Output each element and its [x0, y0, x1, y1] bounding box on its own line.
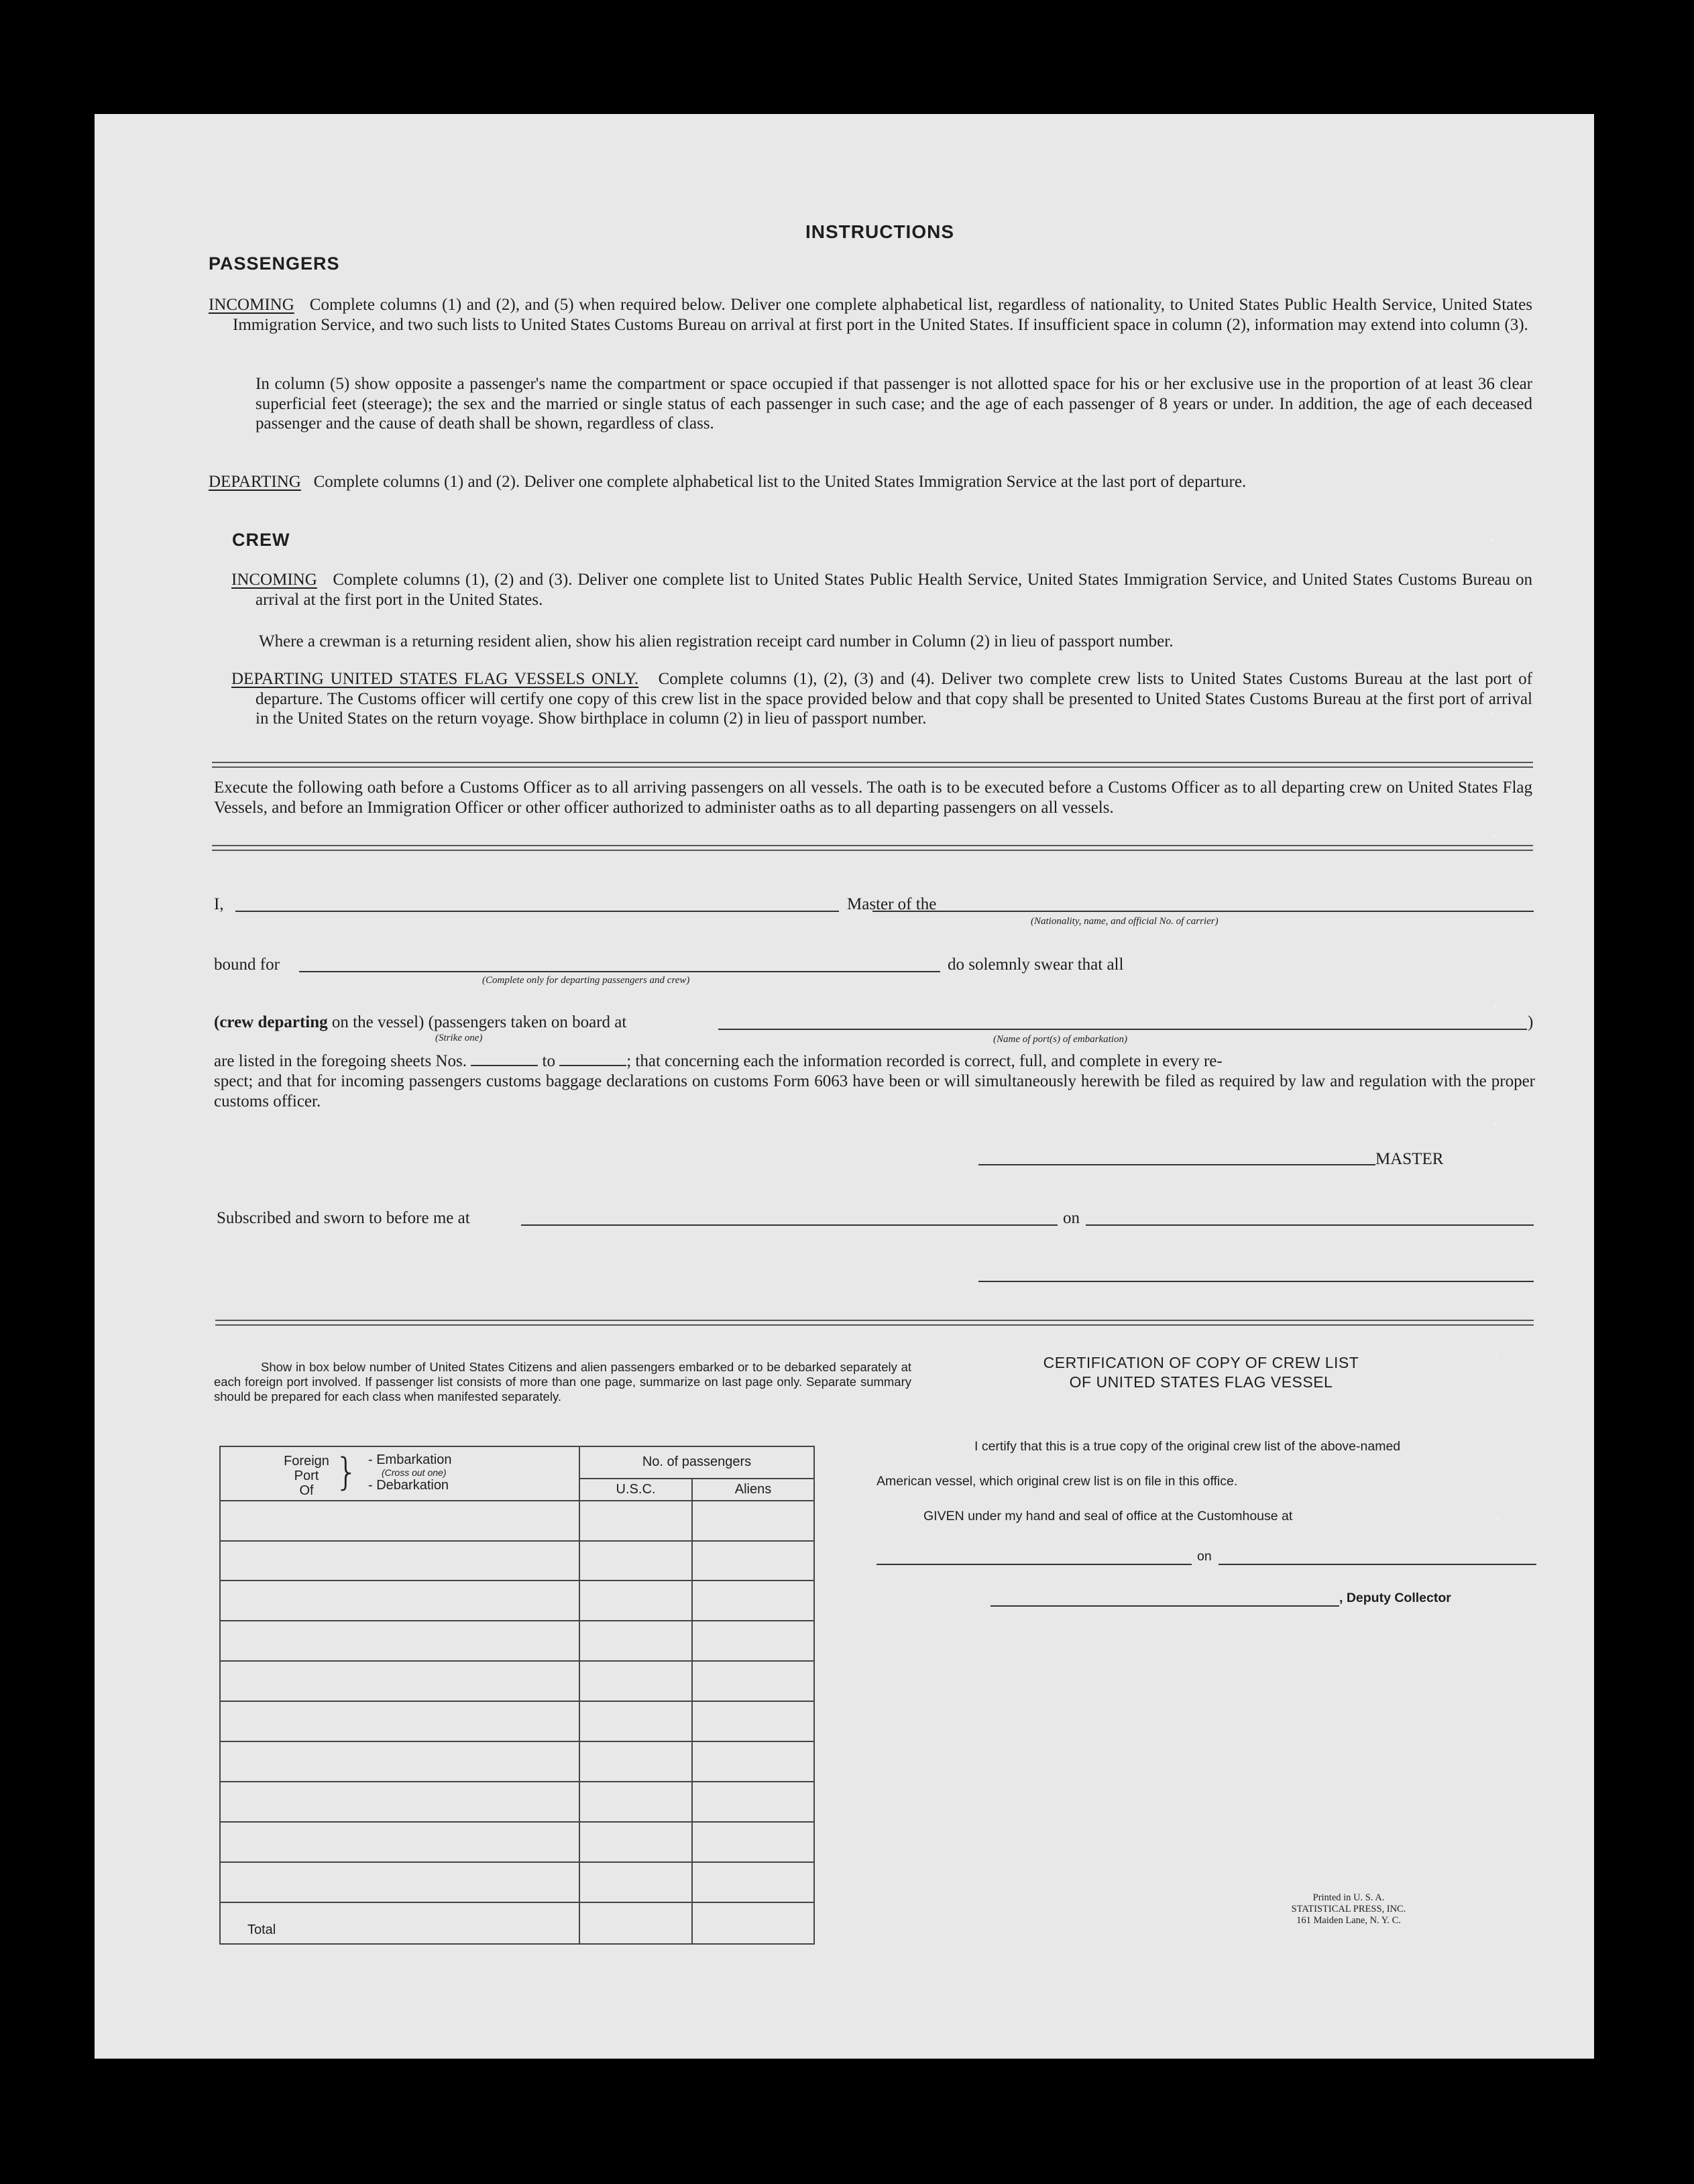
customhouse-field[interactable]	[877, 1564, 1192, 1565]
crew-departing-option[interactable]: (crew departing	[214, 1013, 328, 1031]
sheet-to-field[interactable]	[559, 1065, 626, 1066]
certify-line2: American vessel, which original crew list is on file in this office.	[877, 1474, 1238, 1489]
aliens-cell[interactable]	[692, 1822, 814, 1862]
printer-line1: Printed in U. S. A.	[1312, 1892, 1385, 1903]
aliens-cell[interactable]	[692, 1501, 814, 1541]
aliens-cell[interactable]	[692, 1541, 814, 1581]
master-name-field[interactable]	[235, 911, 839, 912]
port-cell[interactable]	[220, 1822, 579, 1862]
oath-listed-rest: spect; and that for incoming passengers customs baggage declarations on customs Form 6063 have been or will simultaneously herewith be filed as required by law and regulation with the proper customs officer.	[214, 1072, 1535, 1110]
master-signature-field[interactable]	[978, 1164, 1375, 1165]
debarkation-label: - Debarkation	[368, 1478, 449, 1493]
given-line: GIVEN under my hand and seal of office at the Customhouse at	[923, 1509, 1293, 1524]
passengers-taken-option[interactable]: (passengers taken on board at	[428, 1013, 627, 1031]
table-row	[220, 1782, 814, 1822]
embarkation-label: - Embarkation	[368, 1452, 452, 1467]
aliens-cell[interactable]	[692, 1862, 814, 1902]
crew-resident-text: Where a crewman is a returning resident alien, show his alien registration receipt card number in Column (2) in lieu of passport number.	[259, 632, 1174, 650]
crew-departing-text: Complete columns (1), (2), (3) and (4). Deliver two complete crew lists to United States Customs Bureau at the last port of departure. The Customs officer will certify one copy of this crew list in the space provided below and that copy shall be presented to United States Customs Bureau at the first port of arrival in the United States on the return voyage. Show birthplace in column (2) in lieu of passport number.	[256, 670, 1533, 728]
usc-cell[interactable]	[579, 1701, 692, 1741]
oath-vessel-line	[214, 1013, 626, 1033]
passengers-incoming-label: INCOMING	[209, 296, 294, 314]
usc-cell[interactable]	[579, 1741, 692, 1782]
port-cell[interactable]	[220, 1661, 579, 1701]
table-row	[220, 1661, 814, 1701]
divider-bottom	[215, 1320, 1534, 1326]
passengers-incoming-text: Complete columns (1) and (2), and (5) when required below. Deliver one complete alphabetical list, regardless of nationality, to United States Public Health Service, United States Immigration Service, and two such lists to United States Customs Bureau on arrival at first port in the United States. If insufficient space in column (2), information may extend into column (3).	[233, 296, 1533, 334]
oath-solemnly-swear: do solemnly swear that all	[948, 956, 1124, 974]
margin-speck	[1491, 712, 1494, 715]
passengers-incoming-section	[209, 295, 1533, 335]
usc-cell[interactable]	[579, 1822, 692, 1862]
port-cell[interactable]	[220, 1580, 579, 1621]
crew-heading: CREW	[232, 530, 290, 550]
listed-to: to	[542, 1052, 555, 1070]
usc-cell[interactable]	[579, 1501, 692, 1541]
certify-line1: I certify that this is a true copy of the original crew list of the above-named	[974, 1439, 1401, 1454]
strike-one-caption: (Strike one)	[435, 1033, 483, 1043]
oath-master-of-the: Master of the	[847, 895, 937, 913]
sworn-date-field[interactable]	[1086, 1224, 1534, 1226]
total-label: Total	[220, 1902, 579, 1944]
passengers-heading: PASSENGERS	[209, 253, 340, 274]
divider-top	[212, 762, 1533, 768]
table-row	[220, 1541, 814, 1581]
passengers-column5-text: In column (5) show opposite a passenger's name the compartment or space occupied if that passenger is not allotted space for his or her exclusive use in the proportion of at least 36 clear superficial feet (steerage); the sex and the married or single status of each passenger in such case; and the age of each passenger of 8 years or under. In addition, the age of each deceased passenger and the cause of death shall be shown, regardless of class.	[256, 375, 1532, 433]
aliens-cell[interactable]	[692, 1701, 814, 1741]
usc-header: U.S.C.	[579, 1479, 692, 1501]
oath-close-paren: )	[1528, 1013, 1534, 1031]
port-cell[interactable]	[220, 1782, 579, 1822]
deputy-collector-signature-field[interactable]	[991, 1605, 1339, 1607]
port-cell[interactable]	[220, 1501, 579, 1541]
sworn-location-field[interactable]	[521, 1224, 1058, 1226]
usc-cell[interactable]	[579, 1661, 692, 1701]
no-of-passengers-header: No. of passengers	[579, 1446, 814, 1479]
oath-intro: Execute the following oath before a Customs Officer as to all arriving passengers on all vessels. The oath is to be executed before a Customs Officer as to all departing crew on United States Flag Vessels, and before an Immigration Officer or other officer authorized to administer oaths as to all departing passengers on all vessels.	[214, 779, 1532, 817]
complete-only-caption: (Complete only for departing passengers and crew)	[482, 975, 690, 986]
margin-speck	[1492, 834, 1495, 838]
subscribed-on-label: on	[1063, 1209, 1080, 1227]
table-header-port	[220, 1446, 579, 1501]
on-the-vessel: on the vessel)	[331, 1013, 425, 1031]
aliens-cell[interactable]	[692, 1661, 814, 1701]
ports-summary-table	[219, 1446, 815, 1945]
form-page	[95, 114, 1594, 2059]
oath-bound-for: bound for	[214, 956, 280, 974]
port-cell[interactable]	[220, 1621, 579, 1661]
aliens-header: Aliens	[692, 1479, 814, 1501]
divider-oath	[212, 845, 1533, 851]
table-row	[220, 1621, 814, 1661]
port-label: Port	[294, 1469, 319, 1483]
usc-cell[interactable]	[579, 1541, 692, 1581]
port-cell[interactable]	[220, 1541, 579, 1581]
certification-title-line2: OF UNITED STATES FLAG VESSEL	[1069, 1373, 1333, 1391]
aliens-cell[interactable]	[692, 1782, 814, 1822]
port-cell[interactable]	[220, 1862, 579, 1902]
printer-line2: STATISTICAL PRESS, INC.	[1291, 1904, 1406, 1914]
port-cell[interactable]	[220, 1701, 579, 1741]
margin-speck	[1493, 1004, 1497, 1008]
printer-imprint	[1248, 1892, 1449, 1927]
passengers-departing-section	[209, 472, 1532, 492]
cross-out-caption: (Cross out one)	[382, 1467, 447, 1478]
certification-on-label: on	[1197, 1549, 1212, 1564]
crew-incoming-section	[231, 570, 1532, 610]
foreign-label: Foreign	[284, 1454, 329, 1469]
aliens-total-cell[interactable]	[692, 1902, 814, 1944]
table-row	[220, 1741, 814, 1782]
port-cell[interactable]	[220, 1741, 579, 1782]
printer-line3: 161 Maiden Lane, N. Y. C.	[1296, 1915, 1401, 1926]
embarkation-ports-field[interactable]	[718, 1029, 1527, 1030]
passengers-departing-label: DEPARTING	[209, 473, 301, 491]
certification-title	[933, 1353, 1469, 1392]
master-label: MASTER	[1375, 1150, 1444, 1168]
ports-caption: (Name of port(s) of embarkation)	[993, 1034, 1127, 1045]
carrier-field[interactable]	[872, 911, 1534, 912]
brace-icon: }	[335, 1450, 359, 1494]
usc-cell[interactable]	[579, 1862, 692, 1902]
oath-i-label: I,	[214, 895, 224, 913]
deputy-collector-label: , Deputy Collector	[1339, 1591, 1451, 1605]
table-row	[220, 1580, 814, 1621]
listed-pre: are listed in the foregoing sheets Nos.	[214, 1052, 467, 1070]
table-row	[220, 1501, 814, 1541]
crew-incoming-text: Complete columns (1), (2) and (3). Deliver one complete list to United States Public Health Service, United States Immigration Service, and United States Customs Bureau on arrival at the first port in the United States.	[256, 571, 1532, 609]
crew-departing-section	[231, 669, 1533, 729]
aliens-cell[interactable]	[692, 1741, 814, 1782]
table-row	[220, 1701, 814, 1741]
aliens-cell[interactable]	[692, 1580, 814, 1621]
table-row	[220, 1822, 814, 1862]
bound-for-field[interactable]	[299, 971, 940, 972]
certification-title-line1: CERTIFICATION OF COPY OF CREW LIST	[1043, 1354, 1359, 1371]
nationality-caption: (Nationality, name, and official No. of carrier)	[1031, 916, 1219, 927]
margin-speck	[1496, 1517, 1500, 1520]
usc-cell[interactable]	[579, 1782, 692, 1822]
aliens-cell[interactable]	[692, 1621, 814, 1661]
summary-instructions: Show in box below number of United States Citizens and alien passengers embarked or to be debarked separately at each foreign port involved. If passenger list consists of more than one page, summarize on last page only. Separate summary should be prepared for each class when manifested separately.	[214, 1360, 911, 1403]
passengers-departing-text: Complete columns (1) and (2). Deliver one complete alphabetical list to the United States Immigration Service at the last port of departure.	[313, 473, 1247, 491]
total-row	[220, 1902, 814, 1944]
margin-speck	[1495, 1353, 1498, 1357]
listed-post: ; that concerning each the information recorded is correct, full, and complete in every re-	[626, 1052, 1223, 1070]
officer-signature-field[interactable]	[978, 1281, 1534, 1282]
certification-date-field[interactable]	[1219, 1564, 1536, 1565]
page-title: INSTRUCTIONS	[805, 221, 954, 242]
margin-speck	[1493, 1123, 1497, 1126]
oath-listed-line	[214, 1051, 1535, 1072]
margin-speck	[1491, 538, 1494, 541]
of-label: Of	[299, 1483, 314, 1498]
crew-incoming-label: INCOMING	[231, 571, 317, 589]
crew-departing-label: DEPARTING UNITED STATES FLAG VESSELS ONLY.	[231, 670, 639, 688]
usc-cell[interactable]	[579, 1621, 692, 1661]
sheet-from-field[interactable]	[471, 1065, 538, 1066]
table-row	[220, 1862, 814, 1902]
usc-cell[interactable]	[579, 1580, 692, 1621]
subscribed-label: Subscribed and sworn to before me at	[217, 1209, 470, 1227]
usc-total-cell[interactable]	[579, 1902, 692, 1944]
